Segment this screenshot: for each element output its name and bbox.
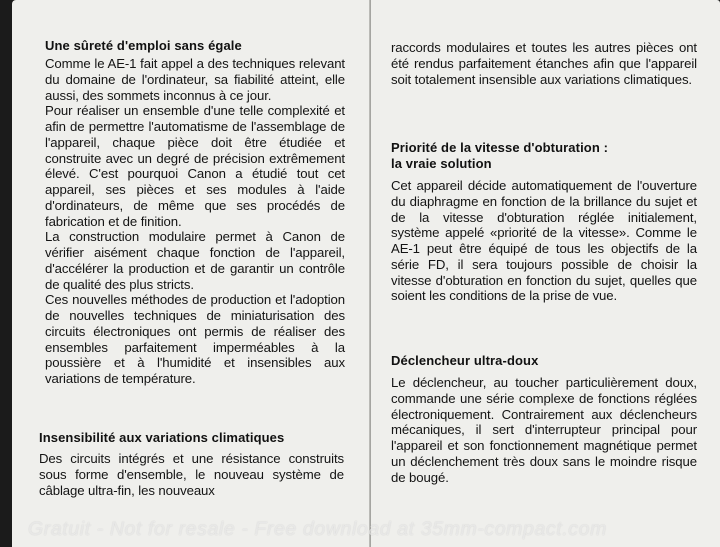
section-body-surete [45, 56, 345, 387]
paragraph: Comme le AE-1 fait appel a des techniques relevant du domaine de l'ordinateur, sa fiabilité atteint, elle aussi, des sommets inconnus à ce jour. [45, 56, 345, 103]
section-heading-declencheur: Déclencheur ultra-doux [391, 353, 539, 368]
heading-line: Priorité de la vitesse d'obturation : [391, 140, 608, 155]
paragraph: Cet appareil décide automatiquement de l'ouverture du diaphragme en fonction de la brillance du sujet et de la vitesse d'obturation réglée initialement, système appelé «priorité de la vitesse». Comme le AE-1 peut être équipé de tous les objectifs de la série FD, il sera toujours possible de choisir la vitesse d'obturation en fonction du sujet, quelles que soient les conditions de la prise de vue. [391, 178, 697, 304]
section-heading-insensibilite: Insensibilité aux variations climatiques [39, 430, 285, 445]
section-body-insensibilite [39, 451, 344, 498]
continuation-text [391, 40, 697, 87]
paragraph: Le déclencheur, au toucher particulièrement doux, commande une série complexe de fonctions réglées électroniquement. Contrairement aux déclencheurs mécaniques, il sert d'interrupteur principal pour l'appareil et son fonctionnement magnétique permet un déclenchement très doux sans le moindre risque de bougé. [391, 375, 697, 485]
section-body-declencheur [391, 375, 697, 485]
section-body-priorite [391, 178, 697, 304]
paragraph: raccords modulaires et toutes les autres pièces ont été rendus parfaitement étanches afin que l'appareil soit totalement insensible aux variations climatiques. [391, 40, 697, 87]
paragraph: Des circuits intégrés et une résistance construits sous forme d'ensemble, le nouveau système de câblage ultra-fin, les nouveaux [39, 451, 344, 498]
paragraph: La construction modulaire permet à Canon de vérifier aisément chaque fonction de l'appareil, d'accélérer la production et de garantir un contrôle de qualité des plus stricts. [45, 229, 345, 292]
paragraph: Ces nouvelles méthodes de production et l'adoption de nouvelles techniques de miniaturisation des circuits électroniques ont permis de réaliser des ensembles parfaitement imperméables à la poussière et à l'humidité et insensibles aux variations de température. [45, 292, 345, 386]
section-heading-priorite [391, 140, 697, 172]
watermark-text: Gratuit - Not for resale - Free download at 35mm-compact.com [28, 518, 607, 540]
paragraph: Pour réaliser un ensemble d'une telle complexité et afin de permettre l'automatisme de l'assemblage de l'appareil, chaque pièce doit être étudiée et construite avec un degré de précision extrêmement élevé. C'est pourquoi Canon a étudié tout cet appareil, ses pièces et ses modules à l'aide d'ordinateurs, de même que ses procédés de fabrication et de finition. [45, 103, 345, 229]
section-heading-surete: Une sûreté d'emploi sans égale [45, 38, 242, 53]
heading-line: la vraie solution [391, 156, 492, 171]
